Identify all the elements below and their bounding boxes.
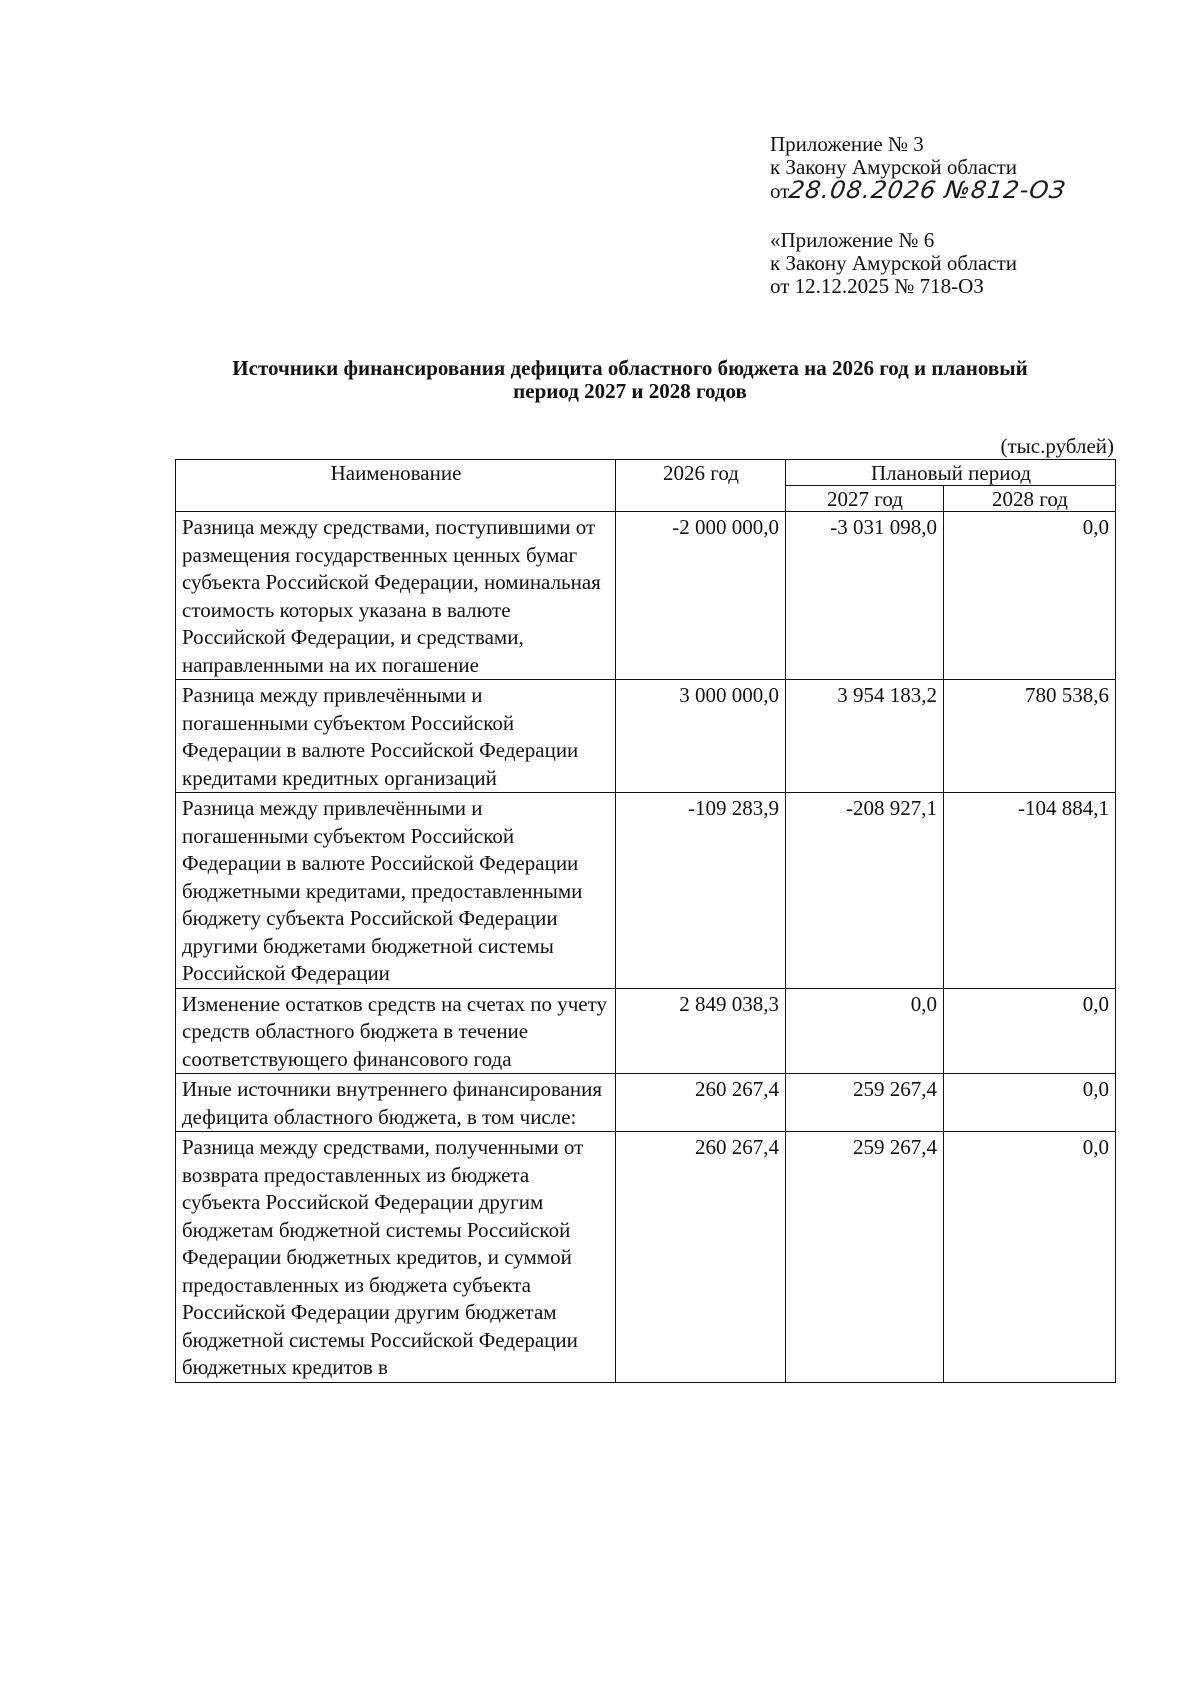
row-value-2026: -2 000 000,0 [616, 512, 786, 680]
appendix-3-title: Приложение № 3 [770, 132, 924, 156]
table-row [176, 988, 1116, 1074]
row-value-2028: 0,0 [944, 1132, 1116, 1383]
table-row [176, 680, 1116, 793]
header-2026: 2026 год [616, 460, 786, 512]
table-row [176, 1074, 1116, 1132]
handwritten-date-number: 28.08.2026 №812-ОЗ [787, 176, 1069, 204]
row-value-2026: 3 000 000,0 [616, 680, 786, 793]
units-label: (тыс.рублей) [1000, 434, 1114, 458]
row-name: Разница между средствами, поступившими от размещения государственных ценных бумаг субъекта Российской Федерации, номинальная стоимость которых указана в валюте Российской Федерации, и средствами, направленными на их погашение [176, 512, 616, 680]
row-value-2028: 780 538,6 [944, 680, 1116, 793]
row-value-2026: 260 267,4 [616, 1074, 786, 1132]
document-title [150, 357, 1110, 403]
financing-sources-table [175, 459, 1116, 1383]
row-value-2027: 259 267,4 [786, 1132, 944, 1383]
row-value-2028: 0,0 [944, 988, 1116, 1074]
appendix-6-title: «Приложение № 6 [770, 228, 935, 252]
row-value-2026: 260 267,4 [616, 1132, 786, 1383]
appendix-3-law: к Закону Амурской области [770, 155, 1018, 179]
row-value-2027: -208 927,1 [786, 793, 944, 989]
header-name: Наименование [176, 460, 616, 512]
row-value-2028: -104 884,1 [944, 793, 1116, 989]
table-header-row [176, 460, 1116, 486]
appendix-6-header [770, 229, 1017, 298]
header-2027: 2027 год [786, 486, 944, 512]
table-row [176, 1132, 1116, 1383]
header-2028: 2028 год [944, 486, 1116, 512]
row-name: Разница между средствами, полученными от возврата предоставленных из бюджета субъекта Российской Федерации другим бюджетам бюджетной системы Российской Федерации бюджетных кредитов, и суммой предоставленных из бюджета субъекта Российской Федерации другим бюджетам бюджетной системы Российской Федерации бюджетных кредитов в [176, 1132, 616, 1383]
document-title-line-2: период 2027 и 2028 годов [513, 379, 747, 403]
row-value-2027: 259 267,4 [786, 1074, 944, 1132]
document-title-line-1: Источники финансирования дефицита областного бюджета на 2026 год и плановый [232, 356, 1028, 380]
row-value-2027: -3 031 098,0 [786, 512, 944, 680]
row-value-2027: 0,0 [786, 988, 944, 1074]
row-value-2028: 0,0 [944, 512, 1116, 680]
row-name: Разница между привлечёнными и погашенными субъектом Российской Федерации в валюте Российской Федерации кредитами кредитных организаций [176, 680, 616, 793]
appendix-6-law: к Закону Амурской области [770, 251, 1018, 275]
appendix-3-date-prefix: от [770, 179, 790, 203]
appendix-3-header [770, 132, 1069, 204]
header-planned-period: Плановый период [786, 460, 1116, 486]
row-value-2027: 3 954 183,2 [786, 680, 944, 793]
row-value-2028: 0,0 [944, 1074, 1116, 1132]
row-name: Изменение остатков средств на счетах по учету средств областного бюджета в течение соответствующего финансового года [176, 988, 616, 1074]
row-name: Иные источники внутреннего финансирования дефицита областного бюджета, в том числе: [176, 1074, 616, 1132]
table-row [176, 512, 1116, 680]
appendix-6-date: от 12.12.2025 № 718-ОЗ [770, 274, 984, 298]
row-name: Разница между привлечёнными и погашенными субъектом Российской Федерации в валюте Российской Федерации бюджетными кредитами, предоставленными бюджету субъекта Российской Федерации другими бюджетами бюджетной системы Российской Федерации [176, 793, 616, 989]
row-value-2026: -109 283,9 [616, 793, 786, 989]
row-value-2026: 2 849 038,3 [616, 988, 786, 1074]
appendix-3-date-line [770, 176, 1069, 204]
table-row [176, 793, 1116, 989]
